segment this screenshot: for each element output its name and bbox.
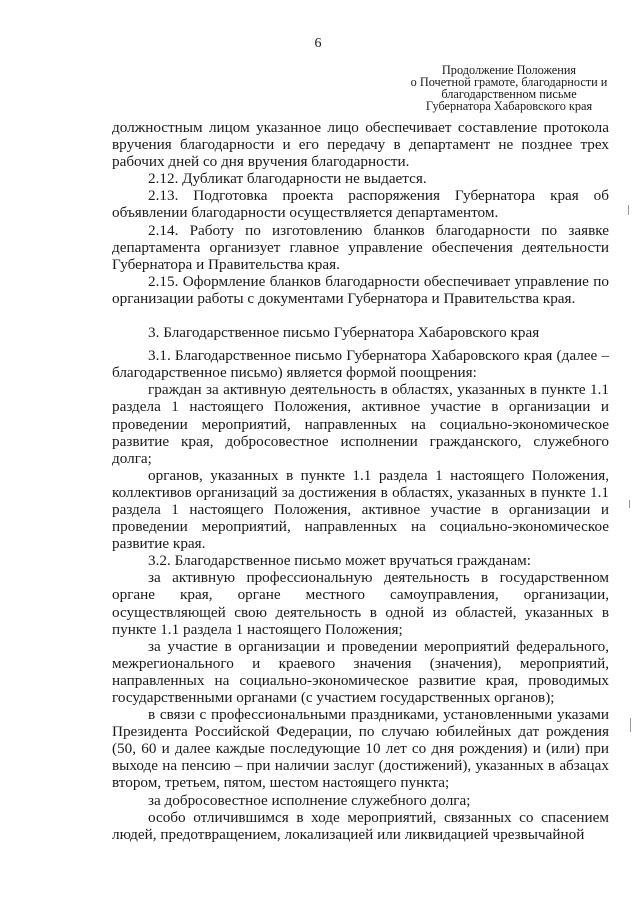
paragraph: 2.15. Оформление бланков благодарности обеспечивает управление по организации работы с документами Губернатора и Правительства края. [112,272,609,307]
page-number: 6 [314,36,322,51]
header-line: Продолжение Положения [441,63,577,77]
scan-edge-mark [629,500,630,508]
header-line: о Почетной грамоте, благодарности и [410,75,608,89]
document-header [394,64,624,112]
paragraph: особо отличившимся в ходе мероприятий, связанных со спасением людей, предотвращением, локализацией или ликвидацией чрезвычайной [112,808,609,843]
header-line: благодарственном письме [441,87,577,101]
paragraph: 3.1. Благодарственное письмо Губернатора Хабаровского края (далее – благодарственное письмо) является формой поощрения: [112,347,609,382]
paragraph: за участие в организации и проведении мероприятий федерального, межрегионального и краевого значения (значения), мероприятий, направленных на социально-экономическое развитие края, проводимых государственными органами (с участием государственных органов); [112,637,609,706]
paragraph: 2.13. Подготовка проекта распоряжения Губернатора края об объявлении благодарности осуществляется департаментом. [112,187,609,222]
header-line: Губернатора Хабаровского края [425,99,593,113]
paragraph: должностным лицом указанное лицо обеспечивает составление протокола вручения благодарности и его передачу в департамент не позднее трех рабочих дней со дня вручения благодарности. [112,119,609,171]
paragraph: 2.14. Работу по изготовлению бланков благодарности по заявке департамента организует главное управление обеспечения деятельности Губернатора и Правительства края. [112,221,609,273]
paragraph: 3.2. Благодарственное письмо может вручаться гражданам: [148,552,531,570]
paragraph: за добросовестное исполнение служебного долга; [148,791,471,809]
paragraph: граждан за активную деятельность в областях, указанных в пункте 1.1 раздела 1 настоящего Положения, активное участие в организации и проведении мероприятий, направленных на социально-экономическое развитие края, добросовестное исполнении гражданского, служебного долга; [112,381,609,467]
scan-edge-mark [628,205,629,215]
paragraph: органов, указанных в пункте 1.1 раздела 1 настоящего Положения, коллективов организаций за достижения в областях, указанных в пункте 1.1 раздела 1 настоящего Положения, активное участие в организации и проведении мероприятий, направленных на социально-экономическое развитие края. [112,466,609,553]
scan-edge-mark [630,718,631,732]
section-title: 3. Благодарственное письмо Губернатора Хабаровского края [148,324,540,342]
document-body [112,119,609,843]
paragraph: за активную профессиональную деятельность в государственном органе края, органе местного самоуправления, организации, осуществляющей свою деятельность в одной из областей, указанных в пункте 1.1 раздела 1 настоящего Положения; [112,569,609,638]
paragraph: в связи с профессиональными праздниками, установленными указами Президента Российской Федерации, по случаю юбилейных дат рождения (50, 60 и далее каждые последующие 10 лет со дня рождения) и (или) при выходе на пенсию – при наличии заслуг (достижений), указанных в абзацах втором, третьем, пятом, шестом настоящего пункта; [112,706,609,792]
paragraph: 2.12. Дубликат благодарности не выдается. [148,170,427,188]
